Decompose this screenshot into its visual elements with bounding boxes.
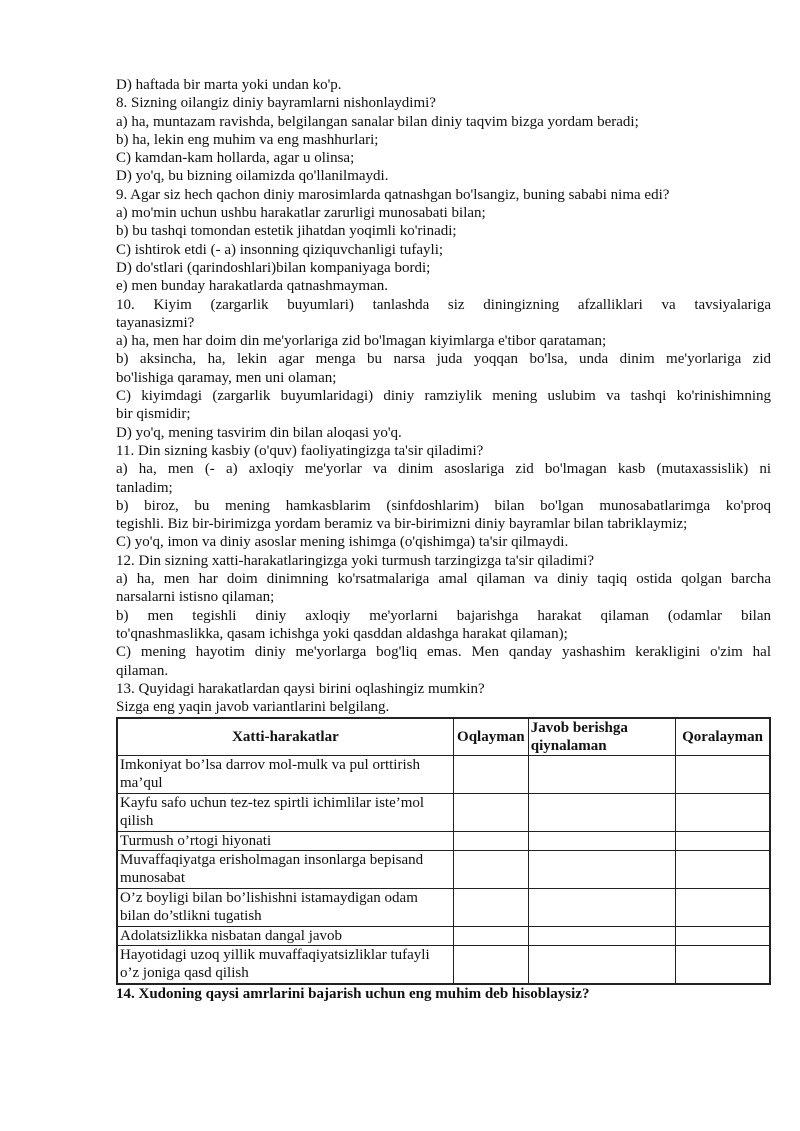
condemn-cell[interactable]	[676, 851, 770, 889]
text-line: bo'lishiga qaramay, men uni olaman;	[116, 369, 337, 386]
text-line: 13. Quyidagi harakatlardan qaysi birini oqlashingiz mumkin?	[116, 680, 485, 697]
text-line: narsalarni istisno qilaman;	[116, 589, 275, 606]
justify-cell[interactable]	[453, 832, 528, 851]
justify-cell[interactable]	[453, 889, 528, 927]
header-justify: Oqlayman	[453, 718, 528, 756]
text-line: D) do'stlari (qarindoshlari)bilan kompaniyaga bordi;	[116, 259, 431, 276]
text-line: 10. Kiyim (zargarlik buyumlari) tanlashda siz diningizning afzalliklari va tavsiyalariga	[116, 296, 771, 313]
text-line: tayanasizmi?	[116, 314, 195, 331]
text-line: qilaman.	[116, 662, 169, 679]
text-line: a) ha, men har doim din me'yorlariga zid bo'lmagan kiyimlarga e'tibor qarataman;	[116, 333, 607, 350]
condemn-cell[interactable]	[676, 946, 770, 985]
header-actions: Xatti-harakatlar	[117, 718, 453, 756]
row-action-label: Kayfu safo uchun tez-tez spirtli ichimlilar iste’mol qilish	[117, 794, 453, 832]
text-line: D) yo'q, mening tasvirim din bilan aloqasi yo'q.	[116, 424, 402, 441]
hard-to-answer-cell[interactable]	[528, 927, 675, 946]
text-line: D) haftada bir marta yoki undan ko'p.	[116, 77, 342, 93]
text-line: C) ishtirok etdi (- a) insonning qiziquvchanligi tufayli;	[116, 241, 444, 258]
justify-cell[interactable]	[453, 756, 528, 794]
text-line: C) kiyimdagi (zargarlik buyumlaridagi) diniy ramziylik mening uslubim va tashqi ko'rinishimning	[116, 388, 771, 405]
question-14-heading: 14. Xudoning qaysi amrlarini bajarish uchun eng muhim deb hisoblaysiz?	[116, 986, 590, 1003]
table-row	[117, 927, 770, 946]
condemn-cell[interactable]	[676, 889, 770, 927]
text-line: a) ha, men har doim dinimning ko'rsatmalariga amal qilaman va diniy taqiq ostida qolgan barcha	[116, 571, 771, 588]
hard-to-answer-cell[interactable]	[528, 851, 675, 889]
text-line: 9. Agar siz hech qachon diniy marosimlarda qatnashgan bo'lsangiz, buning sababi nima edi?	[116, 186, 670, 203]
text-line: 8. Sizning oilangiz diniy bayramlarni nishonlaydimi?	[116, 95, 436, 112]
text-line: e) men bunday harakatlarda qatnashmayman.	[116, 278, 388, 295]
hard-to-answer-cell[interactable]	[528, 832, 675, 851]
row-action-label: Adolatsizlikka nisbatan dangal javob	[117, 927, 453, 946]
text-line: b) ha, lekin eng muhim va eng mashhurlari;	[116, 131, 379, 148]
text-line: C) yo'q, imon va diniy asoslar mening ishimga (o'qishimga) ta'sir qilmaydi.	[116, 534, 569, 551]
hard-to-answer-cell[interactable]	[528, 889, 675, 927]
hard-to-answer-cell[interactable]	[528, 794, 675, 832]
text-line: D) yo'q, bu bizning oilamizda qo'llanilmaydi.	[116, 168, 389, 185]
table-row	[117, 889, 770, 927]
hard-to-answer-cell[interactable]	[528, 756, 675, 794]
text-line: bir qismidir;	[116, 406, 191, 423]
text-line: tanladim;	[116, 479, 173, 496]
question-13-table	[116, 717, 771, 985]
table-row	[117, 851, 770, 889]
justify-cell[interactable]	[453, 927, 528, 946]
text-line: C) kamdan-kam hollarda, agar u olinsa;	[116, 150, 355, 167]
justify-cell[interactable]	[453, 794, 528, 832]
condemn-cell[interactable]	[676, 794, 770, 832]
text-line: 12. Din sizning xatti-harakatlaringizga yoki turmush tarzingizga ta'sir qiladimi?	[116, 552, 594, 569]
row-action-label: Turmush o’rtogi hiyonati	[117, 832, 453, 851]
text-line: Sizga eng yaqin javob variantlarini belgilang.	[116, 699, 390, 716]
text-line: a) ha, men (- a) axloqiy me'yorlar va dinim asoslariga zid bo'lmagan kasb (mutaxassislik) ni	[116, 461, 771, 478]
condemn-cell[interactable]	[676, 832, 770, 851]
text-line: 11. Din sizning kasbiy (o'quv) faoliyatingizga ta'sir qiladimi?	[116, 442, 484, 459]
text-line: to'qnashmaslikka, qasam ichishga yoki qasddan aldashga harakat qilaman);	[116, 625, 568, 642]
table-header-row	[117, 718, 770, 756]
row-action-label: Hayotidagi uzoq yillik muvaffaqiyatsizliklar tufayli o’z joniga qasd qilish	[117, 946, 453, 985]
condemn-cell[interactable]	[676, 927, 770, 946]
header-condemn: Qoralayman	[676, 718, 770, 756]
questionnaire-text	[116, 76, 771, 716]
row-action-label: Imkoniyat bo’lsa darrov mol-mulk va pul orttirish ma’qul	[117, 756, 453, 794]
justify-cell[interactable]	[453, 946, 528, 985]
table-row	[117, 832, 770, 851]
text-line: C) mening hayotim diniy me'yorlarga bog'liq emas. Men qanday yashashim kerakligini o'zim hal	[116, 644, 771, 661]
table-row	[117, 946, 770, 985]
row-action-label: O’z boyligi bilan bo’lishishni istamaydigan odam bilan do’stlikni tugatish	[117, 889, 453, 927]
document-page	[116, 76, 771, 1004]
condemn-cell[interactable]	[676, 756, 770, 794]
text-line: b) biroz, bu mening hamkasblarim (sinfdoshlarim) bilan bo'lgan munosabatlarimga ko'proq	[116, 497, 771, 514]
text-line: tegishli. Biz bir-birimizga yordam beramiz va bir-birimizni diniy bayramlar bilan tabriklaymiz;	[116, 516, 688, 533]
justify-cell[interactable]	[453, 851, 528, 889]
text-line: a) mo'min uchun ushbu harakatlar zarurligi munosabati bilan;	[116, 205, 486, 222]
text-line: b) bu tashqi tomondan estetik jihatdan yoqimli ko'rinadi;	[116, 223, 457, 240]
row-action-label: Muvaffaqiyatga erisholmagan insonlarga bepisand munosabat	[117, 851, 453, 889]
text-line: b) men tegishli diniy axloqiy me'yorlarni bajarishga harakat qilaman (odamlar bilan	[116, 607, 771, 624]
text-line: b) aksincha, ha, lekin agar menga bu narsa juda yoqqan bo'lsa, unda dinim me'yorlariga zid	[116, 351, 771, 368]
table-row	[117, 756, 770, 794]
table-row	[117, 794, 770, 832]
header-hard-to-answer: Javob berishga qiynalaman	[528, 718, 675, 756]
text-line: a) ha, muntazam ravishda, belgilangan sanalar bilan diniy taqvim bizga yordam beradi;	[116, 113, 639, 130]
hard-to-answer-cell[interactable]	[528, 946, 675, 985]
